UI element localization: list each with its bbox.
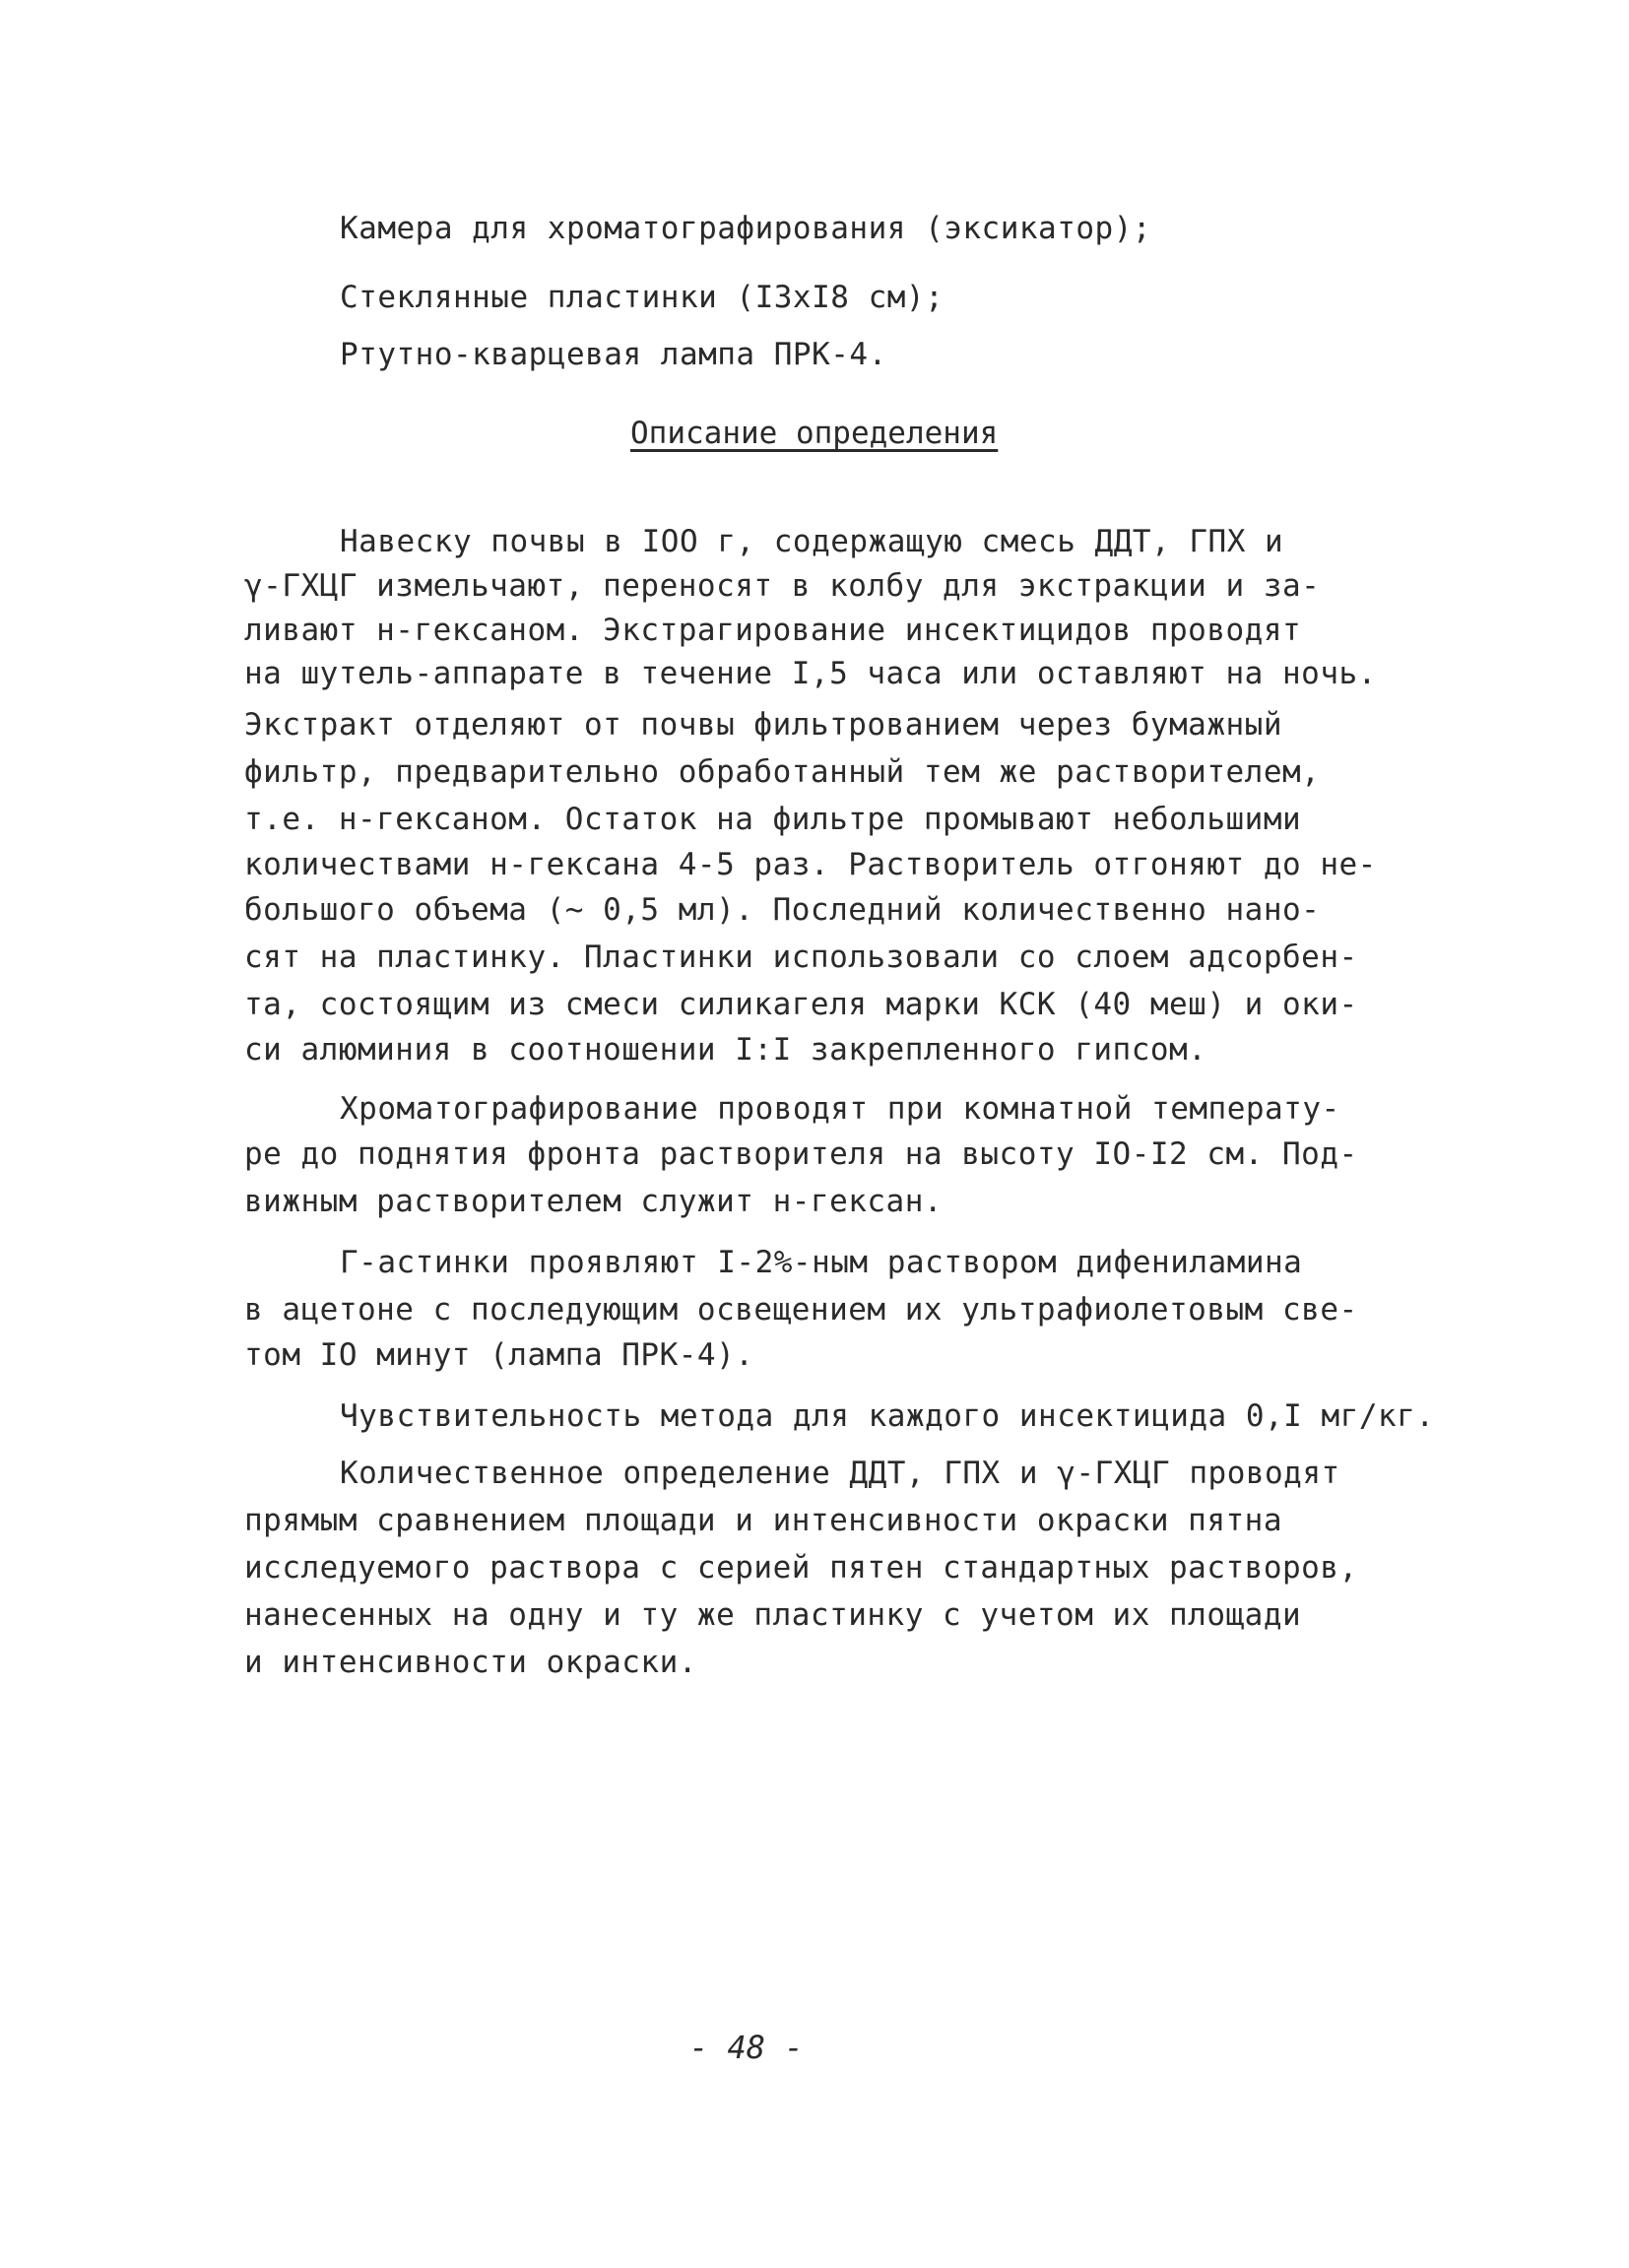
text-line: Экстракт отделяют от почвы фильтрованием через бумажный — [244, 707, 1282, 743]
text-line: большого объема (~ 0,5 мл). Последний количественно нано- — [244, 892, 1321, 928]
text-line: ре до поднятия фронта растворителя на высоту IO-I2 см. Под- — [244, 1136, 1358, 1172]
text-line: количествами н-гексана 4-5 раз. Растворитель отгоняют до не- — [244, 847, 1377, 882]
equipment-item: Ртутно-кварцевая лампа ПРК-4. — [340, 337, 887, 372]
text-line: Хроматографирование проводят при комнатной температу- — [340, 1091, 1340, 1127]
text-line: ливают н-гексаном. Экстрагирование инсектицидов проводят — [244, 613, 1302, 648]
text-line: в ацетоне с последующим освещением их ультрафиолетовым све- — [244, 1292, 1358, 1328]
text-line: том IO минут (лампа ПРК-4). — [244, 1337, 754, 1373]
page-number: - 48 - — [689, 2029, 804, 2066]
text-line: Количественное определение ДДТ, ГПХ и γ-ГХЦГ проводят — [340, 1456, 1340, 1491]
text-line: сят на пластинку. Пластинки использовали со слоем адсорбен- — [244, 940, 1358, 975]
equipment-item: Камера для хроматографирования (эксикатор); — [340, 211, 1152, 246]
equipment-item: Стеклянные пластинки (I3xI8 см); — [340, 280, 945, 315]
text-line: γ-ГХЦГ измельчают, переносят в колбу для экстракции и за- — [244, 568, 1321, 604]
text-line: прямым сравнением площади и интенсивности окраски пятна — [244, 1503, 1282, 1538]
text-line: та, состоящим из смеси силикагеля марки КСК (40 меш) и оки- — [244, 987, 1358, 1022]
text-line: и интенсивности окраски. — [244, 1645, 697, 1680]
section-title: Описание определения — [630, 416, 999, 451]
text-line: си алюминия в соотношении I:I закрепленного гипсом. — [244, 1032, 1207, 1068]
text-line: вижным растворителем служит н-гексан. — [244, 1184, 944, 1219]
text-line: фильтр, предварительно обработанный тем же растворителем, — [244, 754, 1321, 790]
text-line: на шутель-аппарате в течение I,5 часа или оставляют на ночь. — [244, 656, 1377, 691]
text-line: т.е. н-гексаном. Остаток на фильтре промывают небольшими — [244, 802, 1302, 837]
text-line: Навеску почвы в IOO г, содержащую смесь ДДТ, ГПХ и — [340, 524, 1284, 559]
text-line: Чувствительность метода для каждого инсектицида 0,I мг/кг. — [340, 1398, 1435, 1434]
text-line: Г-астинки проявляют I-2%-ным раствором дифениламина — [340, 1245, 1303, 1280]
text-line: исследуемого раствора с серией пятен стандартных растворов, — [244, 1550, 1358, 1586]
text-line: нанесенных на одну и ту же пластинку с учетом их площади — [244, 1597, 1302, 1633]
